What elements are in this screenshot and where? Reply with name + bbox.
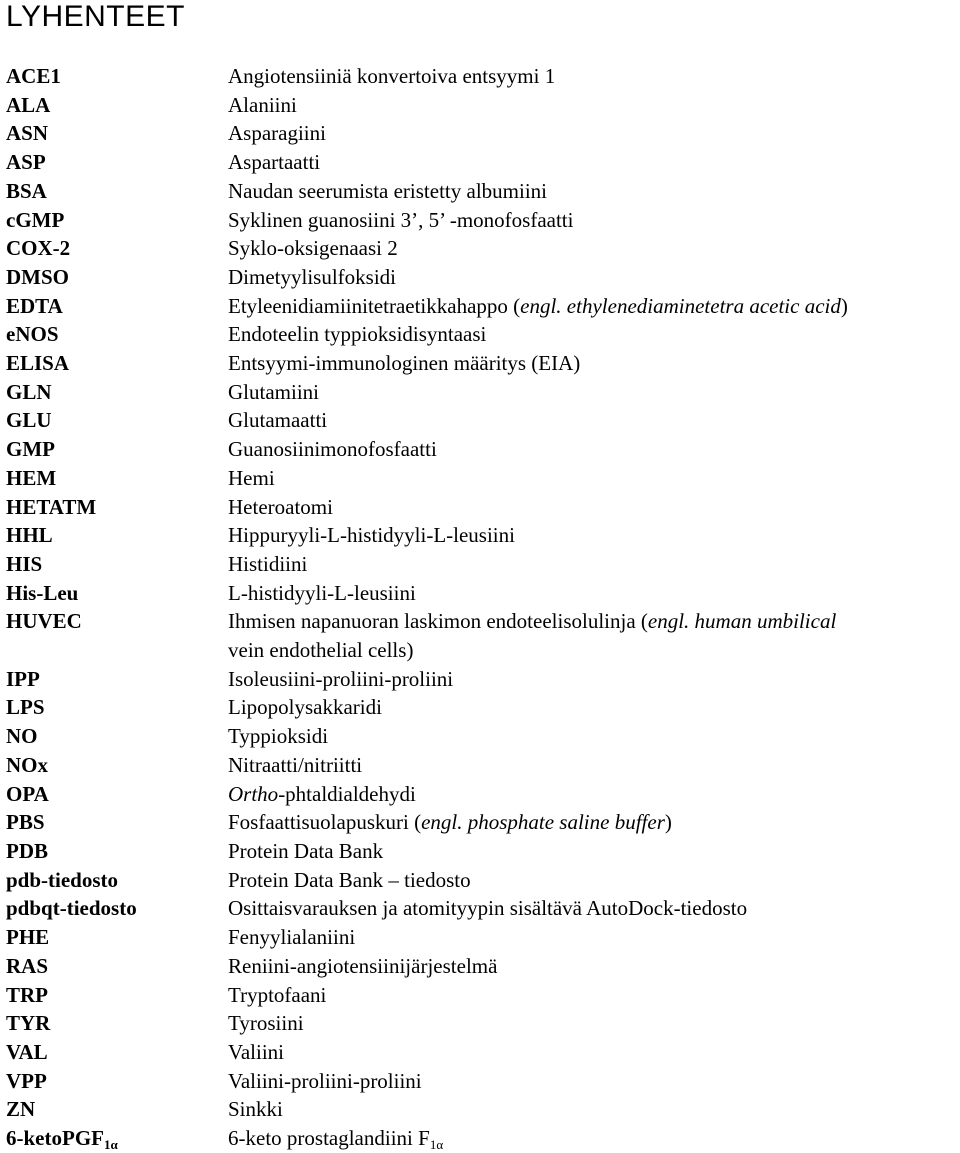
abbreviation-term-text: GLN: [6, 379, 52, 404]
abbreviation-term: [6, 894, 228, 923]
definition-segment: Osittaisvarauksen ja atomityypin sisältävä AutoDock-tiedosto: [228, 896, 748, 921]
abbreviation-term: [6, 665, 228, 694]
definition-segment: engl. human umbilical: [647, 609, 837, 634]
definition-segment: Naudan seerumista eristetty albumiini: [228, 178, 547, 203]
abbreviation-definition: [228, 607, 956, 636]
definition-segment: Guanosiinimonofosfaatti: [228, 437, 437, 462]
abbreviation-term: [6, 780, 228, 809]
abbreviation-term: [6, 406, 228, 435]
abbreviation-definition: [228, 177, 956, 206]
abbreviation-term-text: IPP: [6, 666, 40, 691]
abbreviation-term-text: EDTA: [6, 293, 63, 318]
abbreviation-term: [6, 923, 228, 952]
abbreviation-row: [6, 1124, 956, 1153]
abbreviation-term-subscript: 1α: [103, 1137, 118, 1153]
abbreviation-row: [6, 148, 956, 177]
abbreviation-row: [6, 320, 956, 349]
abbreviation-term: [6, 837, 228, 866]
abbreviation-definition: [228, 148, 956, 177]
abbreviation-term-text: TYR: [6, 1011, 51, 1036]
abbreviation-row: [6, 62, 956, 91]
abbreviation-definition: [228, 206, 956, 235]
abbreviation-term: [6, 206, 228, 235]
abbreviation-term: [6, 177, 228, 206]
abbreviation-row: [6, 1038, 956, 1067]
abbreviation-term-text: COX-2: [6, 236, 71, 261]
page-title: LYHENTEET: [6, 0, 185, 33]
abbreviation-term-text: OPA: [6, 781, 49, 806]
abbreviation-row: [6, 521, 956, 550]
abbreviation-definition: [228, 1124, 956, 1153]
abbreviation-list: [6, 62, 956, 1153]
abbreviation-term-text: GLU: [6, 408, 52, 433]
abbreviation-term: [6, 464, 228, 493]
abbreviation-term: [6, 234, 228, 263]
abbreviation-definition: [228, 579, 956, 608]
definition-segment: Entsyymi-immunologinen määritys (EIA): [228, 351, 581, 376]
definition-segment: Protein Data Bank – tiedosto: [228, 867, 471, 892]
abbreviation-term: [6, 1095, 228, 1124]
abbreviation-term: [6, 808, 228, 837]
abbreviation-row: [6, 435, 956, 464]
abbreviation-definition: [228, 866, 956, 895]
abbreviation-definition: [228, 1095, 956, 1124]
abbreviation-definition: [228, 320, 956, 349]
abbreviation-definition: [228, 349, 956, 378]
abbreviation-term: [6, 550, 228, 579]
abbreviation-definition: [228, 894, 956, 923]
abbreviation-row: [6, 177, 956, 206]
definition-segment: Asparagiini: [228, 121, 326, 146]
abbreviation-definition: [228, 119, 956, 148]
abbreviation-term-text: pdbqt-tiedosto: [6, 896, 137, 921]
definition-segment: Alaniini: [228, 92, 297, 117]
definition-segment: Typpioksidi: [228, 724, 329, 749]
definition-segment: -phtaldialdehydi: [278, 781, 416, 806]
abbreviation-term: [6, 263, 228, 292]
abbreviation-definition: [228, 693, 956, 722]
abbreviation-term-text: HUVEC: [6, 609, 82, 634]
abbreviation-row: [6, 493, 956, 522]
abbreviation-term-text: DMSO: [6, 264, 69, 289]
definition-segment: Fosfaattisuolapuskuri (: [228, 810, 422, 835]
abbreviation-term-text: NOx: [6, 752, 48, 777]
abbreviation-term-text: ELISA: [6, 351, 70, 376]
abbreviation-definition: [228, 234, 956, 263]
abbreviation-term-text: BSA: [6, 178, 47, 203]
abbreviation-row: [6, 119, 956, 148]
abbreviation-definition: [228, 1067, 956, 1096]
abbreviation-term: [6, 435, 228, 464]
definition-segment: Syklinen guanosiini 3’, 5’ -monofosfaatti: [228, 207, 574, 232]
abbreviation-term-text: ASN: [6, 121, 49, 146]
abbreviation-term: [6, 1124, 228, 1153]
abbreviation-term: [6, 693, 228, 722]
abbreviation-term: [6, 607, 228, 636]
abbreviation-term: [6, 751, 228, 780]
definition-segment: ): [664, 810, 672, 835]
abbreviation-row: [6, 1067, 956, 1096]
definition-segment: Dimetyylisulfoksidi: [228, 264, 396, 289]
abbreviation-definition: [228, 952, 956, 981]
abbreviation-term-text: RAS: [6, 953, 49, 978]
abbreviation-definition: [228, 292, 956, 321]
abbreviation-term-text: HETATM: [6, 494, 97, 519]
abbreviation-term-text: VPP: [6, 1068, 47, 1093]
abbreviation-row: [6, 378, 956, 407]
definition-segment: engl. ethylenediaminetetra acetic acid: [520, 293, 841, 318]
definition-segment: Sinkki: [228, 1097, 283, 1122]
abbreviation-term: [6, 349, 228, 378]
abbreviation-definition: [228, 837, 956, 866]
abbreviation-row: [6, 464, 956, 493]
definition-segment: Heteroatomi: [228, 494, 333, 519]
abbreviation-definition: [228, 751, 956, 780]
definition-segment: Glutamiini: [228, 379, 319, 404]
abbreviation-row: [6, 952, 956, 981]
definition-segment: Valiini-proliini-proliini: [228, 1068, 422, 1093]
abbreviation-row: [6, 894, 956, 923]
abbreviation-definition-continuation: [6, 636, 956, 665]
abbreviation-term: [6, 521, 228, 550]
definition-segment: Lipopolysakkaridi: [228, 695, 382, 720]
abbreviation-term: [6, 952, 228, 981]
abbreviation-definition: [228, 722, 956, 751]
abbreviation-definition: [228, 521, 956, 550]
definition-segment: Fenyylialaniini: [228, 925, 356, 950]
abbreviation-row: [6, 751, 956, 780]
abbreviation-row: [6, 780, 956, 809]
abbreviation-row: [6, 1009, 956, 1038]
abbreviation-term: [6, 722, 228, 751]
abbreviation-term: [6, 866, 228, 895]
definition-segment: Isoleusiini-proliini-proliini: [228, 666, 454, 691]
abbreviation-row: [6, 234, 956, 263]
abbreviation-definition: [228, 1009, 956, 1038]
abbreviation-term-text: His-Leu: [6, 580, 79, 605]
abbreviation-row: [6, 665, 956, 694]
abbreviation-term: [6, 91, 228, 120]
abbreviation-row: [6, 808, 956, 837]
definition-segment: ): [406, 638, 414, 663]
abbreviation-definition: [228, 981, 956, 1010]
abbreviation-definition: [228, 464, 956, 493]
abbreviation-term-text: ASP: [6, 150, 46, 175]
abbreviation-definition: [228, 550, 956, 579]
abbreviation-row: [6, 263, 956, 292]
definition-segment: ): [840, 293, 848, 318]
definition-segment: Aspartaatti: [228, 150, 321, 175]
abbreviation-term: [6, 579, 228, 608]
abbreviation-term: [6, 1009, 228, 1038]
definition-segment: Valiini: [228, 1039, 284, 1064]
abbreviation-definition: [228, 808, 956, 837]
abbreviation-term: [6, 62, 228, 91]
abbreviation-term-text: VAL: [6, 1039, 48, 1064]
definition-segment: Protein Data Bank: [228, 838, 384, 863]
abbreviation-term: [6, 148, 228, 177]
definition-segment: engl. phosphate saline buffer: [421, 810, 665, 835]
abbreviation-row: [6, 722, 956, 751]
abbreviation-row: [6, 866, 956, 895]
definition-segment: Nitraatti/nitriitti: [228, 752, 363, 777]
definition-segment: Ihmisen napanuoran laskimon endoteelisolulinja (: [228, 609, 648, 634]
abbreviation-definition: [228, 780, 956, 809]
abbreviation-row: [6, 349, 956, 378]
abbreviation-term-text: 6-ketoPGF: [6, 1126, 104, 1151]
abbreviation-row: [6, 550, 956, 579]
definition-segment: Hemi: [228, 465, 275, 490]
abbreviation-term: [6, 292, 228, 321]
abbreviation-term-text: HEM: [6, 465, 57, 490]
definition-segment: Tyrosiini: [228, 1011, 304, 1036]
abbreviation-term-text: ACE1: [6, 64, 61, 88]
abbreviation-term: [6, 378, 228, 407]
abbreviation-definition: [228, 91, 956, 120]
abbreviation-definition: [228, 406, 956, 435]
abbreviation-row: [6, 923, 956, 952]
abbreviation-row: [6, 91, 956, 120]
abbreviation-row: [6, 693, 956, 722]
definition-segment: Syklo-oksigenaasi 2: [228, 236, 398, 261]
abbreviation-row: [6, 579, 956, 608]
abbreviation-definition: [228, 62, 956, 91]
definition-segment: 6-keto prostaglandiini F: [228, 1126, 430, 1151]
abbreviation-term-text: PHE: [6, 925, 50, 950]
abbreviation-row: [6, 1095, 956, 1124]
definition-segment: Etyleenidiamiinitetraetikkahappo (: [228, 293, 521, 318]
definition-segment: Ortho: [228, 781, 279, 806]
abbreviation-term: [6, 493, 228, 522]
abbreviation-row: [6, 206, 956, 235]
abbreviation-term-text: HIS: [6, 551, 43, 576]
definition-segment: Angiotensiiniä konvertoiva entsyymi 1: [228, 64, 556, 88]
abbreviation-definition: [228, 378, 956, 407]
abbreviation-term: [6, 320, 228, 349]
definition-segment: L-histidyyli-L-leusiini: [228, 580, 416, 605]
abbreviation-term-text: ALA: [6, 92, 51, 117]
abbreviation-definition: [228, 665, 956, 694]
abbreviation-term-text: TRP: [6, 982, 48, 1007]
abbreviation-term-text: pdb-tiedosto: [6, 867, 119, 892]
abbreviation-term: [6, 119, 228, 148]
abbreviation-term-text: GMP: [6, 437, 55, 462]
definition-segment: Histidiini: [228, 551, 308, 576]
abbreviation-definition: [228, 493, 956, 522]
definition-segment: Endoteelin typpioksidisyntaasi: [228, 322, 487, 347]
abbreviation-row: [6, 981, 956, 1010]
abbreviation-definition: [228, 923, 956, 952]
definition-segment: vein endothelial cells: [228, 638, 407, 663]
definition-segment: Hippuryyli-L-histidyyli-L-leusiini: [228, 523, 515, 548]
abbreviation-term: [6, 1038, 228, 1067]
definition-segment: Glutamaatti: [228, 408, 328, 433]
abbreviation-row: [6, 837, 956, 866]
abbreviation-term-text: cGMP: [6, 207, 65, 232]
abbreviation-term-text: LPS: [6, 695, 45, 720]
abbreviation-term-text: ZN: [6, 1097, 36, 1122]
abbreviation-term-text: PBS: [6, 810, 45, 835]
abbreviation-term-text: HHL: [6, 523, 53, 548]
abbreviation-term-text: PDB: [6, 838, 48, 863]
abbreviation-definition: [228, 1038, 956, 1067]
definition-segment: Reniini-angiotensiinijärjestelmä: [228, 953, 498, 978]
abbreviation-term-text: NO: [6, 724, 38, 749]
abbreviation-definition: [228, 435, 956, 464]
abbreviation-row: [6, 607, 956, 636]
abbreviation-row: [6, 406, 956, 435]
abbreviation-definition: [228, 263, 956, 292]
abbreviation-term: [6, 981, 228, 1010]
abbreviation-row: [6, 292, 956, 321]
abbreviation-term-text: eNOS: [6, 322, 59, 347]
definition-segment: Tryptofaani: [228, 982, 327, 1007]
abbreviation-term: [6, 1067, 228, 1096]
definition-segment: 1α: [429, 1137, 444, 1153]
